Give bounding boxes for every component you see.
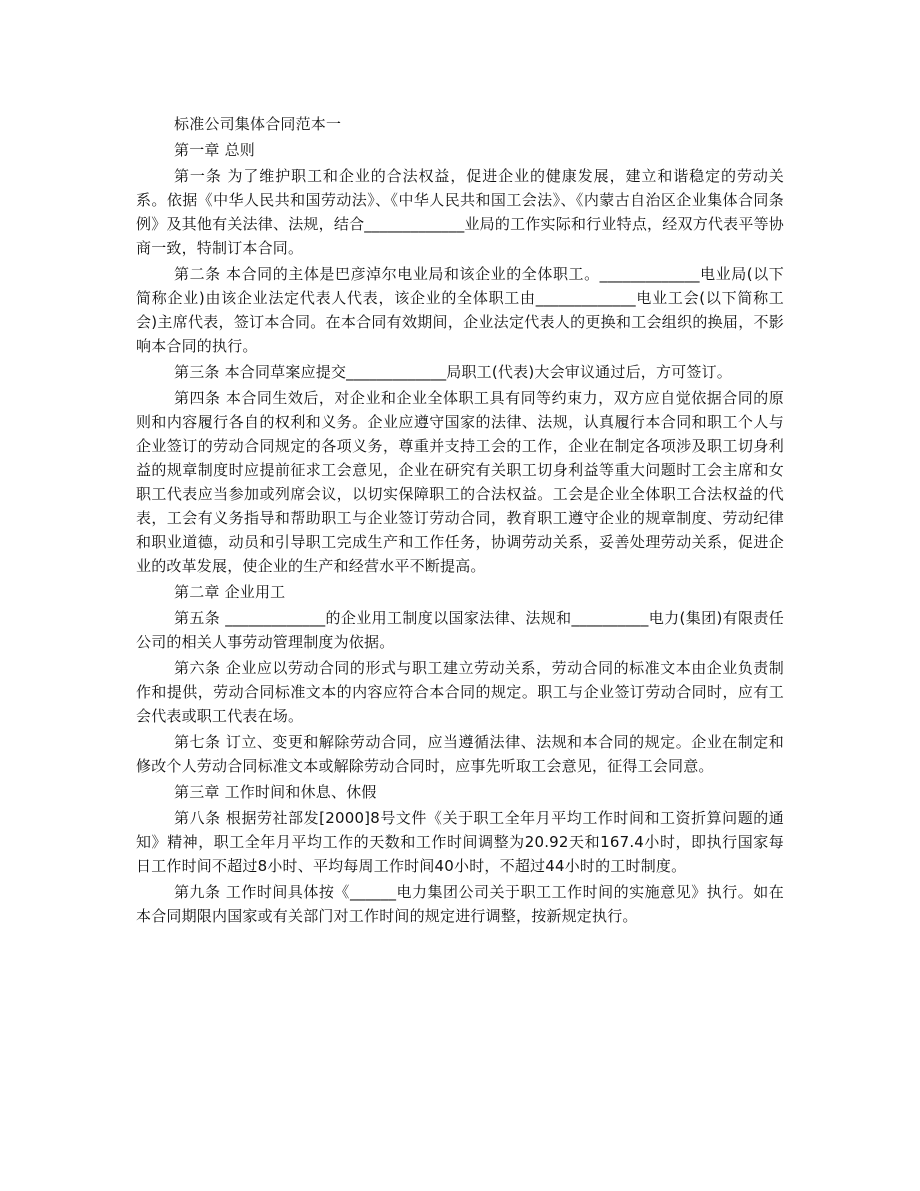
- article-5: 第五条 _____________的企业用工制度以国家法律、法规和__________电力(集团)有限责任公司的相关人事劳动管理制度为依据。: [136, 609, 784, 651]
- document-page: [136, 112, 784, 928]
- article-6: 第六条 企业应以劳动合同的形式与职工建立劳动关系，劳动合同的标准文本由企业负责制作和提供，劳动合同标准文本的内容应符合本合同的规定。职工与企业签订劳动合同时，应有工会代表或职工代表在场。: [136, 659, 784, 725]
- article-2: 第二条 本合同的主体是巴彦淖尔电业局和该企业的全体职工。_____________电业局(以下简称企业)由该企业法定代表人代表，该企业的全体职工由_____________电业工会(以下简称工会)主席代表，签订本合同。在本合同有效期间，企业法定代表人的更换和工会组织的换届，不影响本合同的执行。: [136, 265, 784, 355]
- article-9: 第九条 工作时间具体按《______电力集团公司关于职工工作时间的实施意见》执行。如在本合同期限内国家或有关部门对工作时间的规定进行调整，按新规定执行。: [136, 883, 784, 925]
- chapter-heading-1: 第一章 总则: [174, 141, 255, 159]
- chapter-heading-2: 第二章 企业用工: [174, 583, 286, 601]
- article-7: 第七条 订立、变更和解除劳动合同，应当遵循法律、法规和本合同的规定。企业在制定和修改个人劳动合同标准文本或解除劳动合同时，应事先听取工会意见，征得工会同意。: [136, 733, 784, 775]
- article-1: 第一条 为了维护职工和企业的合法权益，促进企业的健康发展，建立和谐稳定的劳动关系。依据《中华人民共和国劳动法》、《中华人民共和国工会法》、《内蒙古自治区企业集体合同条例》及其他有关法律、法规，结合_____________业局的工作实际和行业特点，经双方代表平等协商一致，特制订本合同。: [136, 167, 784, 257]
- article-3: 第三条 本合同草案应提交_____________局职工(代表)大会审议通过后，方可签订。: [174, 363, 732, 381]
- article-8: 第八条 根据劳社部发[2000]8号文件《关于职工全年月平均工作时间和工资折算问题的通知》精神，职工全年月平均工作的天数和工作时间调整为20.92天和167.4小时，即执行国家每日工作时间不超过8小时、平均每周工作时间40小时，不超过44小时的工时制度。: [136, 809, 784, 875]
- chapter-heading-3: 第三章 工作时间和休息、休假: [174, 783, 377, 801]
- article-4: 第四条 本合同生效后，对企业和企业全体职工具有同等约束力，双方应自觉依据合同的原则和内容履行各自的权利和义务。企业应遵守国家的法律、法规，认真履行本合同和职工个人与企业签订的劳动合同规定的各项义务，尊重并支持工会的工作，企业在制定各项涉及职工切身利益的规章制度时应提前征求工会意见，企业在研究有关职工切身利益等重大问题时工会主席和女职工代表应当参加或列席会议，以切实保障职工的合法权益。工会是企业全体职工合法权益的代表，工会有义务指导和帮助职工与企业签订劳动合同，教育职工遵守企业的规章制度、劳动纪律和职业道德，动员和引导职工完成生产和工作任务，协调劳动关系，妥善处理劳动关系，促进企业的改革发展，使企业的生产和经营水平不断提高。: [136, 389, 784, 575]
- document-title: 标准公司集体合同范本一: [174, 115, 342, 133]
